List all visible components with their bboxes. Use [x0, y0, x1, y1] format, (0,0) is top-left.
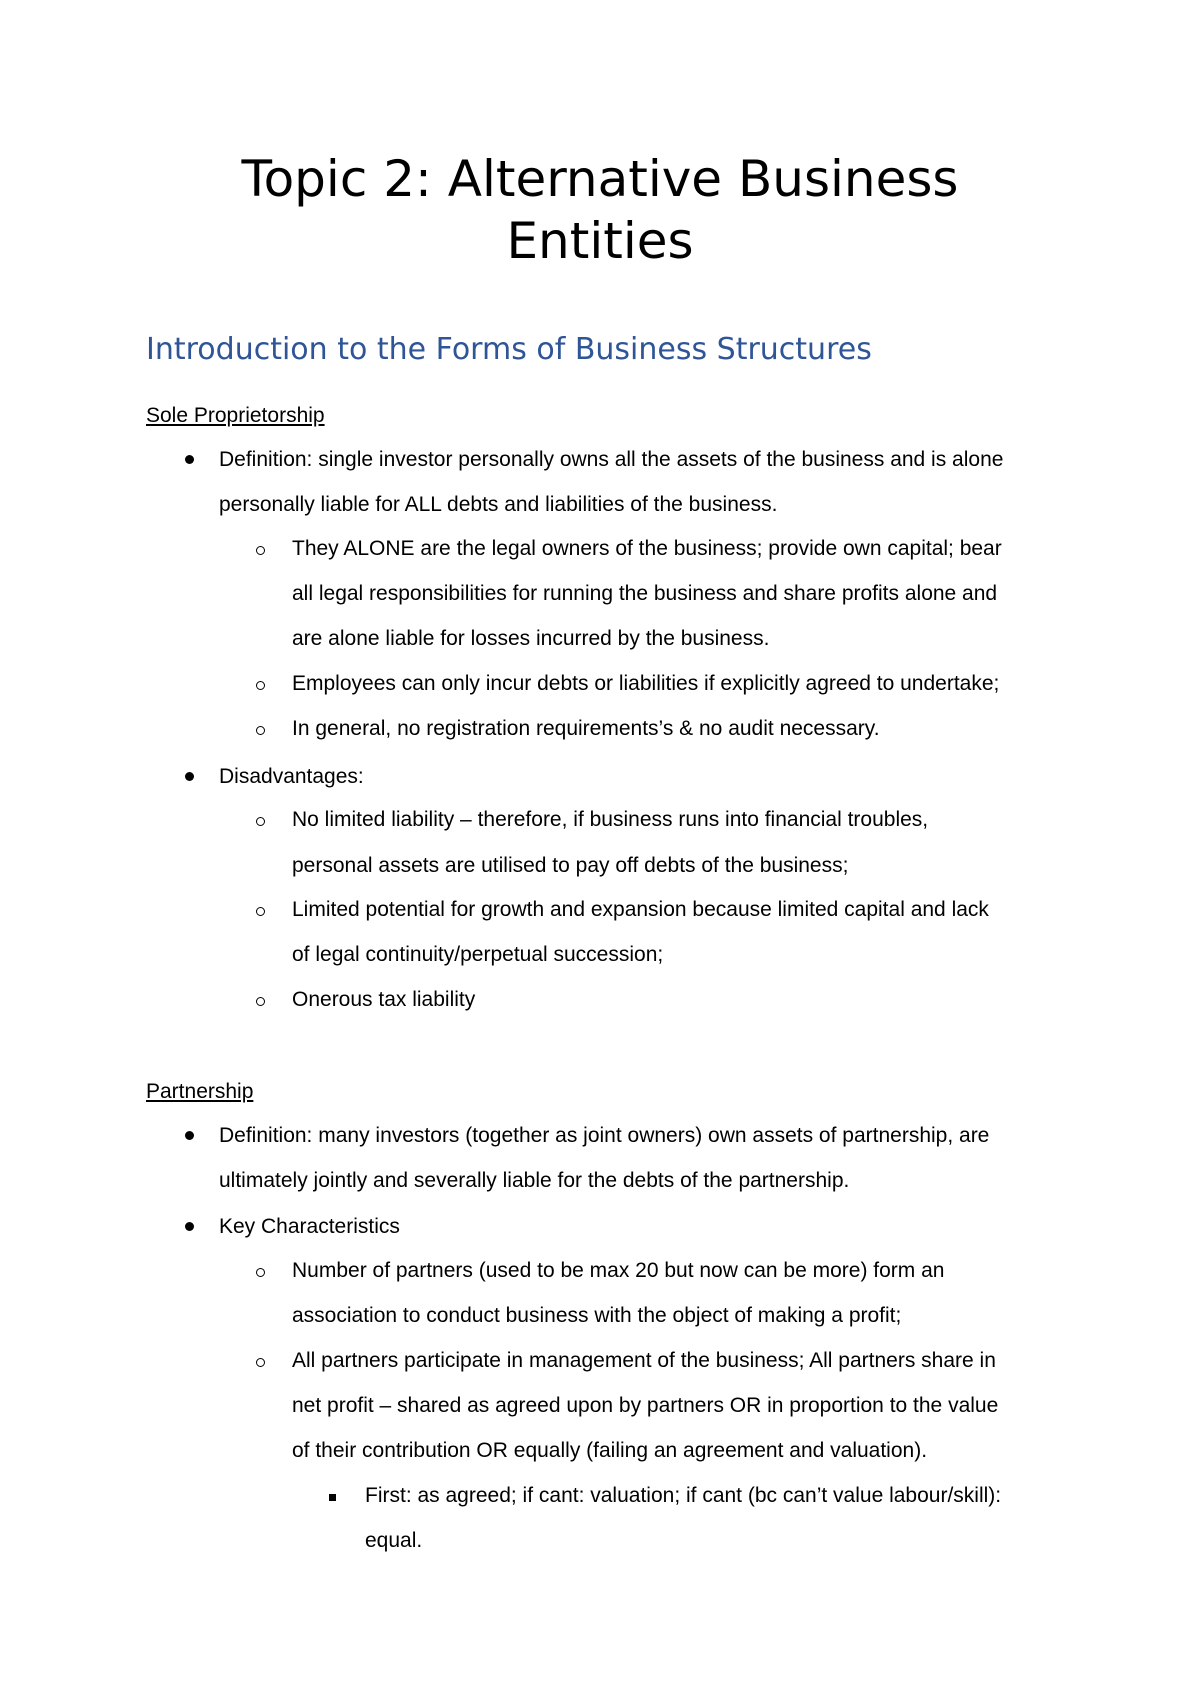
sub-list-item: No limited liability – therefore, if business runs into financial troubles, — [292, 808, 929, 831]
subheading-partnership: Partnership — [146, 1080, 254, 1103]
title-line-1: Topic 2: Alternative Business — [241, 150, 959, 208]
sub-list-item: Employees can only incur debts or liabilities if explicitly agreed to undertake; — [292, 672, 1000, 695]
bullet-disc — [185, 1131, 194, 1140]
bullet-circle — [256, 817, 265, 826]
sub-list-item: Number of partners (used to be max 20 but now can be more) form an — [292, 1259, 945, 1282]
sub-list-item-continuation: of legal continuity/perpetual succession; — [292, 943, 664, 966]
sub-list-item-continuation: net profit – shared as agreed upon by partners OR in proportion to the value — [292, 1394, 999, 1417]
list-item-continuation: personally liable for ALL debts and liabilities of the business. — [219, 493, 778, 516]
sub-list-item: In general, no registration requirements’s & no audit necessary. — [292, 717, 880, 740]
list-item: Key Characteristics — [219, 1215, 400, 1238]
list-item-continuation: ultimately jointly and severally liable for the debts of the partnership. — [219, 1169, 850, 1192]
sub-list-item-continuation: are alone liable for losses incurred by the business. — [292, 627, 770, 650]
bullet-circle — [256, 726, 265, 735]
sub-list-item-continuation: all legal responsibilities for running the business and share profits alone and — [292, 582, 998, 605]
bullet-disc — [185, 1222, 194, 1231]
bullet-square — [329, 1494, 336, 1501]
sub-list-item: Onerous tax liability — [292, 988, 476, 1011]
sub-list-item: They ALONE are the legal owners of the business; provide own capital; bear — [292, 537, 1002, 560]
sub-list-item-continuation: association to conduct business with the object of making a profit; — [292, 1304, 902, 1327]
list-item: Definition: many investors (together as joint owners) own assets of partnership, are — [219, 1124, 990, 1147]
bullet-circle — [256, 997, 265, 1006]
sub-sub-list-item-continuation: equal. — [365, 1529, 423, 1552]
sub-list-item: All partners participate in management of the business; All partners share in — [292, 1349, 996, 1372]
title-line-2: Entities — [506, 212, 694, 270]
bullet-circle — [256, 546, 265, 555]
sub-list-item: Limited potential for growth and expansion because limited capital and lack — [292, 898, 989, 921]
list-item: Disadvantages: — [219, 765, 364, 788]
bullet-circle — [256, 1268, 265, 1277]
bullet-disc — [185, 772, 194, 781]
list-item: Definition: single investor personally owns all the assets of the business and is alone — [219, 448, 1004, 471]
bullet-circle — [256, 681, 265, 690]
bullet-circle — [256, 1358, 265, 1367]
section-heading: Introduction to the Forms of Business Structures — [146, 332, 872, 367]
subheading-sole-proprietorship: Sole Proprietorship — [146, 404, 325, 427]
bullet-disc — [185, 455, 194, 464]
sub-list-item-continuation: of their contribution OR equally (failing an agreement and valuation). — [292, 1439, 928, 1462]
sub-list-item-continuation: personal assets are utilised to pay off debts of the business; — [292, 854, 849, 877]
document-title — [120, 148, 1080, 272]
bullet-circle — [256, 907, 265, 916]
sub-sub-list-item: First: as agreed; if cant: valuation; if cant (bc can’t value labour/skill): — [365, 1484, 1002, 1507]
